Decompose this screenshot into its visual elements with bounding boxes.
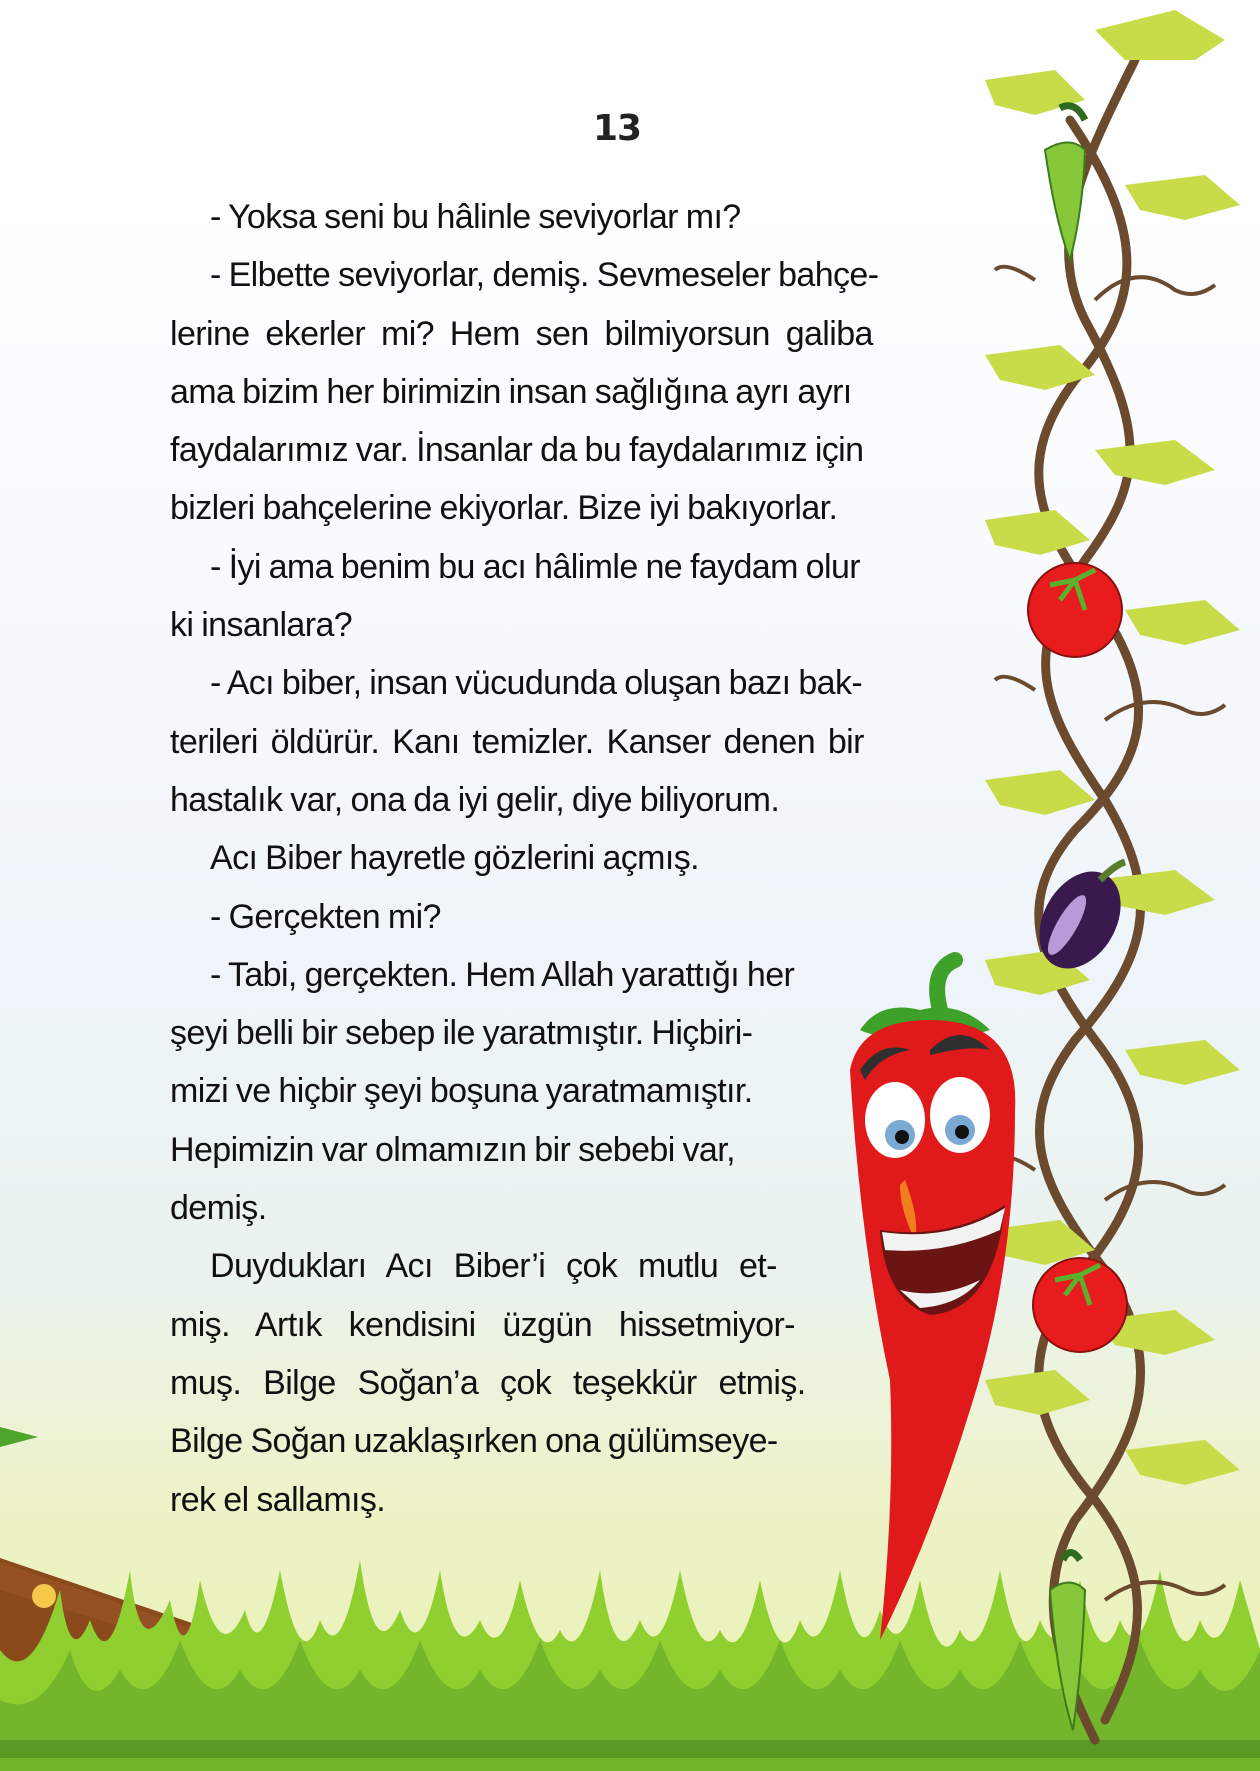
text-line: hastalık var, ona da iyi gelir, diye biliyorum.: [170, 780, 780, 819]
text-line: - Yoksa seni bu hâlinle seviyorlar mı?: [210, 198, 741, 236]
text-line: - İyi ama benim bu acı hâlimle ne faydam olur: [210, 547, 860, 586]
text-line: mizi ve hiçbir şeyi boşuna yaratmamıştır.: [170, 1072, 753, 1111]
text-line: ama bizim her birimizin insan sağlığına ayrı ayrı: [170, 372, 852, 411]
chili-pepper-character: [820, 940, 1030, 1660]
text-line: demiş.: [170, 1189, 267, 1228]
leaf-tip-icon: [0, 1425, 40, 1449]
text-line: Duydukları Acı Biber’i çok mutlu et-: [210, 1247, 777, 1286]
text-line: bizleri bahçelerine ekiyorlar. Bize iyi bakıyorlar.: [170, 489, 838, 528]
text-line: - Tabi, gerçekten. Hem Allah yarattığı her: [210, 955, 795, 994]
text-line: muş. Bilge Soğan’a çok teşekkür etmiş.: [170, 1363, 806, 1402]
text-line: miş. Artık kendisini üzgün hissetmiyor-: [170, 1305, 795, 1344]
flower-icon: [32, 1584, 56, 1608]
text-line: ki insanlara?: [170, 606, 353, 645]
text-line: - Acı biber, insan vücudunda oluşan bazı bak-: [210, 664, 863, 703]
page-number: 13: [592, 108, 642, 149]
text-line: rek el sallamış.: [170, 1480, 386, 1519]
tomato-icon: [1028, 563, 1122, 657]
text-line: terileri öldürür. Kanı temizler. Kanser denen bir: [170, 722, 864, 761]
text-line: Bilge Soğan uzaklaşırken ona gülümseye-: [170, 1422, 778, 1461]
text-line: faydalarımız var. İnsanlar da bu faydalarımız için: [170, 431, 864, 470]
text-line: Hepimizin var olmamızın bir sebebi var,: [170, 1130, 735, 1169]
text-line: - Elbette seviyorlar, demiş. Sevmeseler bahçe-: [210, 256, 879, 295]
text-line: - Gerçekten mi?: [210, 897, 441, 936]
text-line: şeyi belli bir sebep ile yaratmıştır. Hiçbiri-: [170, 1014, 753, 1053]
text-line: Acı Biber hayretle gözlerini açmış.: [210, 839, 699, 878]
tomato-icon: [1033, 1258, 1127, 1352]
text-line: lerine ekerler mi? Hem sen bilmiyorsun galiba: [170, 314, 873, 353]
